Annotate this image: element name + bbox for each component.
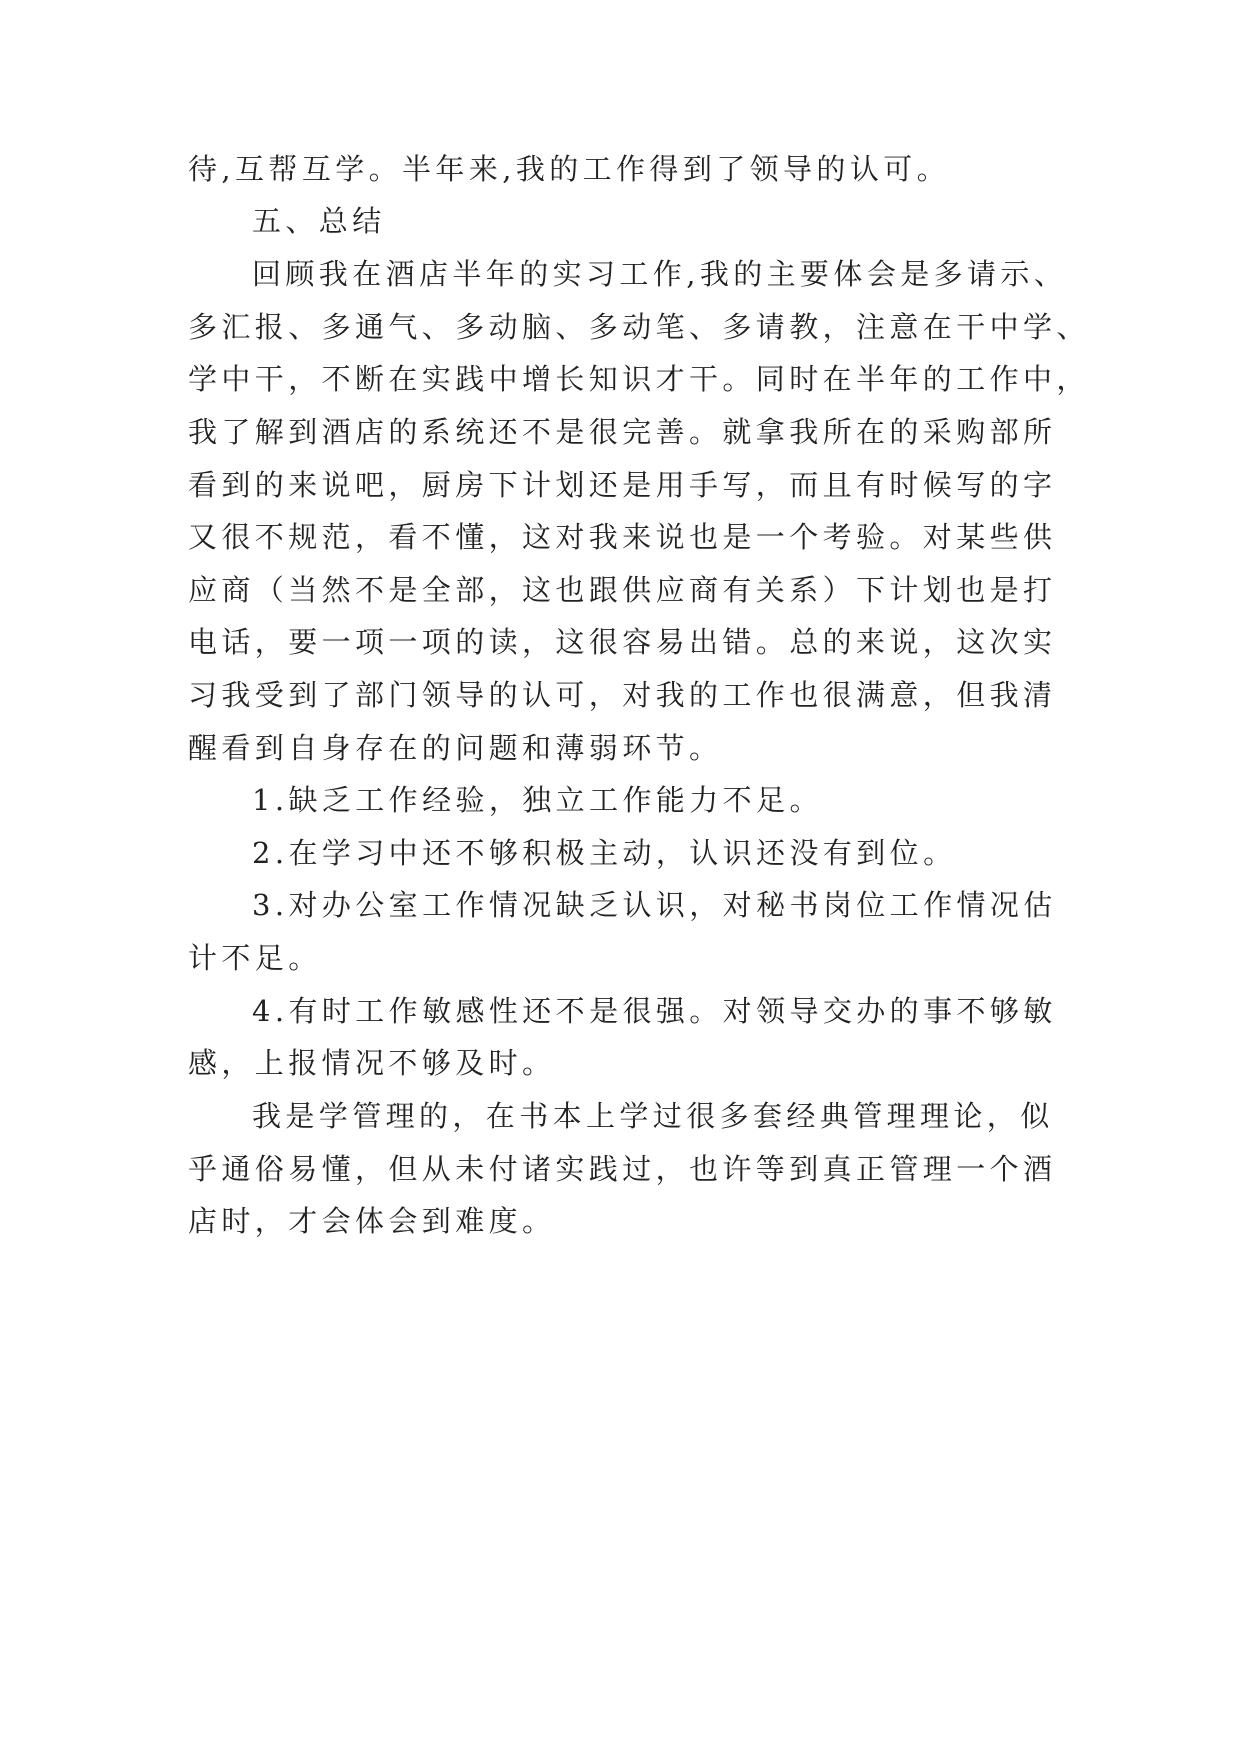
text-line: 应商（当然不是全部，这也跟供应商有关系）下计划也是打 — [188, 573, 1057, 607]
text-line: 回顾我在酒店半年的实习工作,我的主要体会是多请示、 — [252, 257, 1068, 291]
text-line: 学中干，不断在实践中增长知识才干。同时在半年的工作中， — [188, 362, 1090, 396]
section-heading: 五、总结 — [252, 204, 386, 238]
text-line: 待,互帮互学。半年来,我的工作得到了领导的认可。 — [188, 152, 951, 186]
text-line: 计不足。 — [188, 941, 322, 975]
text-line: 店时，才会体会到难度。 — [188, 1204, 556, 1238]
text-line: 醒看到自身存在的问题和薄弱环节。 — [188, 731, 723, 765]
text-line: 感，上报情况不够及时。 — [188, 1046, 556, 1080]
list-item: 4.有时工作敏感性还不是很强。对领导交办的事不够敏 — [252, 994, 1057, 1028]
text-line: 乎通俗易懂，但从未付诸实践过，也许等到真正管理一个酒 — [188, 1152, 1057, 1186]
list-item: 2.在学习中还不够积极主动，认识还没有到位。 — [252, 836, 957, 870]
list-item: 1.缺乏工作经验，独立工作能力不足。 — [252, 783, 823, 817]
text-line: 多汇报、多通气、多动脑、多动笔、多请教，注意在干中学、 — [188, 310, 1090, 344]
list-item: 3.对办公室工作情况缺乏认识，对秘书岗位工作情况估 — [252, 888, 1057, 922]
text-line: 电话，要一项一项的读，这很容易出错。总的来说，这次实 — [188, 625, 1057, 659]
text-line: 习我受到了部门领导的认可，对我的工作也很满意，但我清 — [188, 678, 1057, 712]
text-line: 我了解到酒店的系统还不是很完善。就拿我所在的采购部所 — [188, 415, 1057, 449]
text-line: 看到的来说吧，厨房下计划还是用手写，而且有时候写的字 — [188, 468, 1057, 502]
text-line: 又很不规范，看不懂，这对我来说也是一个考验。对某些供 — [188, 520, 1057, 554]
text-line: 我是学管理的，在书本上学过很多套经典管理理论，似 — [252, 1099, 1054, 1133]
